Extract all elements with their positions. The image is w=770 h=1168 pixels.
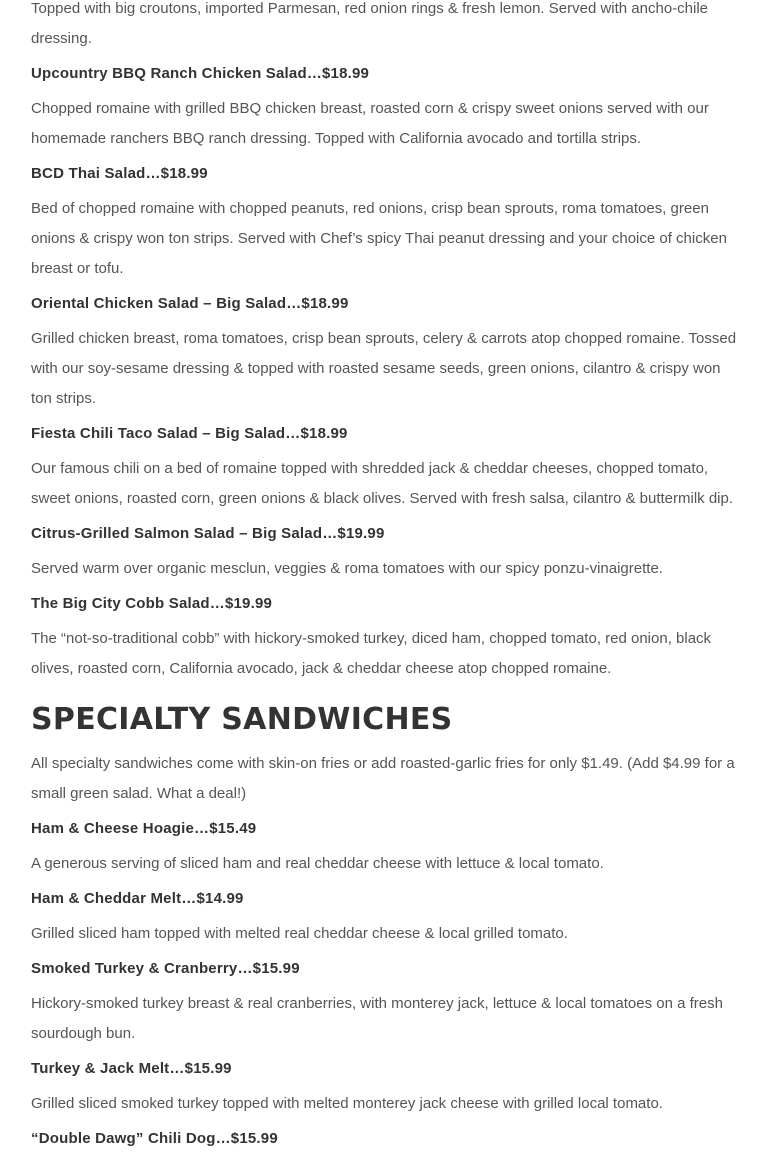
menu-item-description: A generous serving of sliced ham and real cheddar cheese with lettuce & local tomato. — [31, 855, 604, 872]
menu-item-salmon-salad — [31, 524, 740, 584]
menu-item-description: Grilled sliced smoked turkey topped with melted monterey jack cheese with grilled local tomato. — [31, 1095, 663, 1112]
menu-item-bbq-ranch — [31, 64, 740, 154]
menu-item-description: Served warm over organic mesclun, veggies & roma tomatoes with our spicy ponzu-vinaigrette. — [31, 560, 663, 577]
menu-item-title: “Double Dawg” Chili Dog…$15.99 — [31, 1130, 278, 1147]
menu-item-description: Grilled sliced ham topped with melted real cheddar cheese & local grilled tomato. — [31, 925, 568, 942]
menu-item-cobb-salad — [31, 594, 740, 684]
menu-item-description: Grilled chicken breast, roma tomatoes, crisp bean sprouts, celery & carrots atop chopped romaine. Tossed with our soy-sesame dressing & topped with roasted sesame seeds, green onions, cilantro & crispy won ton strips. — [31, 330, 737, 407]
menu-item-title: Oriental Chicken Salad – Big Salad…$18.99 — [31, 295, 349, 312]
menu-item-title: The Big City Cobb Salad…$19.99 — [31, 595, 273, 612]
menu-item-description: Hickory-smoked turkey breast & real cranberries, with monterey jack, lettuce & local tomatoes on a fresh sourdough bun. — [31, 995, 723, 1042]
menu-item-fiesta-taco — [31, 424, 740, 514]
menu-item-ham-hoagie — [31, 819, 740, 879]
menu-item-turkey-cranberry — [31, 959, 740, 1049]
salad-description: Topped with big croutons, imported Parmesan, red onion rings & fresh lemon. Served with ancho-chile dressing. — [31, 0, 709, 47]
menu-item-turkey-jack — [31, 1059, 740, 1119]
menu-item-title: Turkey & Jack Melt…$15.99 — [31, 1060, 232, 1077]
section-heading-sandwiches: SPECIALTY SANDWICHES — [31, 702, 453, 737]
menu-item-ham-melt — [31, 889, 740, 949]
menu-item-title: Citrus-Grilled Salmon Salad – Big Salad…$19.99 — [31, 525, 385, 542]
menu-item-title: Ham & Cheddar Melt…$14.99 — [31, 890, 244, 907]
menu-item-title: Upcountry BBQ Ranch Chicken Salad…$18.99 — [31, 65, 370, 82]
menu-item-description: Bed of chopped romaine with chopped peanuts, red onions, crisp bean sprouts, roma tomatoes, green onions & crispy won ton strips. Served with Chef’s spicy Thai peanut dressing and your choice of chicken breast or tofu. — [31, 200, 727, 277]
menu-item-title: BCD Thai Salad…$18.99 — [31, 165, 208, 182]
menu-item-description: Our famous chili on a bed of romaine topped with shredded jack & cheddar cheeses, chopped tomato, sweet onions, roasted corn, green onions & black olives. Served with fresh salsa, cilantro & buttermilk dip. — [31, 460, 734, 507]
section-intro: All specialty sandwiches come with skin-on fries or add roasted-garlic fries for only $1.49. (Add $4.99 for a small green salad. What a deal!) — [31, 755, 735, 802]
menu-item-title: Smoked Turkey & Cranberry…$15.99 — [31, 960, 300, 977]
menu-item-title: Fiesta Chili Taco Salad – Big Salad…$18.99 — [31, 425, 348, 442]
menu-item-description: Chopped romaine with grilled BBQ chicken breast, roasted corn & crispy sweet onions served with our homemade ranchers BBQ ranch dressing. Topped with California avocado and tortilla strips. — [31, 100, 709, 147]
menu-item-oriental-chicken — [31, 294, 740, 414]
menu-content — [31, 0, 740, 1159]
menu-item-thai-salad — [31, 164, 740, 284]
menu-item-description: The “not-so-traditional cobb” with hickory-smoked turkey, diced ham, chopped tomato, red onion, black olives, roasted corn, California avocado, jack & cheddar cheese atop chopped romaine. — [31, 630, 712, 677]
menu-item-title: Ham & Cheese Hoagie…$15.49 — [31, 820, 257, 837]
menu-item-chili-dog — [31, 1129, 740, 1149]
